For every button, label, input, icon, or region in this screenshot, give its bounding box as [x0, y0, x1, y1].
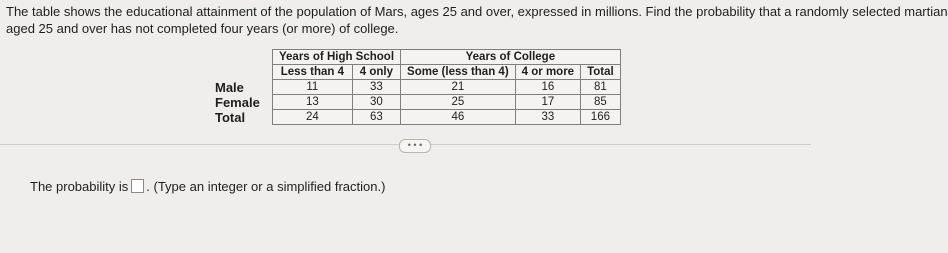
table-cell: 46: [401, 110, 516, 125]
table-cell: 81: [581, 80, 621, 95]
table-cell: 17: [515, 95, 580, 110]
row-label-female: Female: [215, 95, 260, 110]
column-header: 4 only: [352, 65, 400, 80]
group-header-college: Years of College: [401, 50, 621, 65]
table-row: [273, 80, 621, 95]
expand-more-button[interactable]: • • •: [399, 139, 431, 153]
answer-line: [30, 179, 385, 195]
table-cell: 30: [352, 95, 400, 110]
row-label-total: Total: [215, 110, 246, 125]
question-line-2: aged 25 and over has not completed four years (or more) of college.: [6, 21, 399, 36]
table-cell: 63: [352, 110, 400, 125]
table-cell: 25: [401, 95, 516, 110]
answer-input[interactable]: [131, 179, 144, 193]
table-row: [273, 95, 621, 110]
table-cell: 21: [401, 80, 516, 95]
column-header: Some (less than 4): [401, 65, 516, 80]
group-header-high-school: Years of High School: [273, 50, 401, 65]
table-cell: 33: [352, 80, 400, 95]
table-cell: 16: [515, 80, 580, 95]
table-group-header-row: [273, 50, 621, 65]
table-cell: 13: [273, 95, 353, 110]
row-label-male: Male: [215, 80, 244, 95]
attainment-table: [272, 49, 621, 125]
row-labels: [215, 80, 260, 125]
table-column-header-row: [273, 65, 621, 80]
table-cell: 33: [515, 110, 580, 125]
question-text: [6, 3, 948, 37]
table-cell: 85: [581, 95, 621, 110]
column-header: 4 or more: [515, 65, 580, 80]
table-cell: 24: [273, 110, 353, 125]
column-header: Total: [581, 65, 621, 80]
question-line-1: The table shows the educational attainment of the population of Mars, ages 25 and over, expressed in millions. Find the probability that a randomly selected martian: [6, 4, 948, 19]
table-cell: 11: [273, 80, 353, 95]
column-header: Less than 4: [273, 65, 353, 80]
answer-instructions: . (Type an integer or a simplified fraction.): [146, 179, 386, 194]
table-row: [273, 110, 621, 125]
table-cell: 166: [581, 110, 621, 125]
answer-prefix: The probability is: [30, 179, 129, 194]
